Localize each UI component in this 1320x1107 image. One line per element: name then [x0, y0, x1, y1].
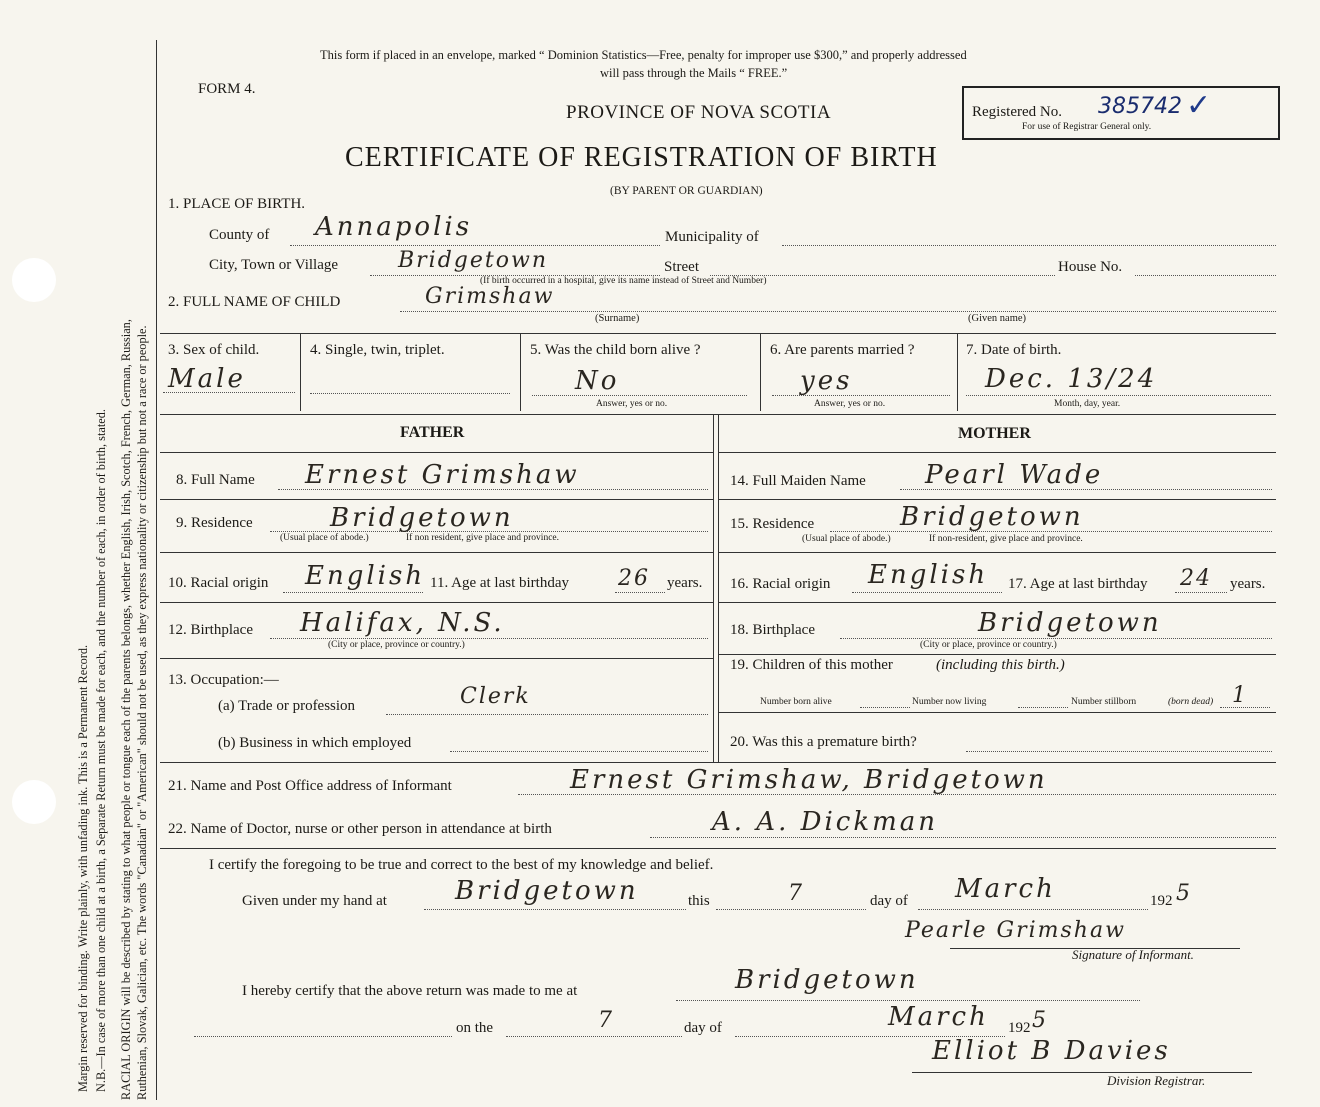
- day-line: [716, 909, 866, 910]
- child-name-label: 2. FULL NAME OF CHILD: [168, 294, 341, 310]
- punch-hole-top: [12, 258, 56, 302]
- father-birthplace-label: 12. Birthplace: [168, 622, 253, 638]
- registered-label: Registered No.: [972, 104, 1062, 120]
- born-alive-value: No: [575, 366, 620, 396]
- sex-value: Male: [168, 364, 246, 394]
- doctor-line: [650, 837, 1276, 838]
- province-title: PROVINCE OF NOVA SCOTIA: [566, 102, 832, 123]
- mother-rule-2: [718, 499, 1276, 500]
- father-birthplace-value: Halifax, N.S.: [300, 608, 505, 638]
- born-alive-label: 5. Was the child born alive ?: [530, 342, 701, 358]
- page-subtitle: (BY PARENT OR GUARDIAN): [610, 185, 763, 197]
- house-number-line: [1135, 275, 1276, 276]
- father-birthplace-line: [270, 638, 708, 639]
- side-note-racial-origin: RACIAL ORIGIN will be described by stating to what people or tongue each of the parents belongs, whether English, Irish, Scotch, French, German, Russian,: [119, 319, 133, 1100]
- sex-label: 3. Sex of child.: [168, 342, 260, 358]
- given-at-line: [424, 909, 686, 910]
- mother-rule-6: [718, 712, 1276, 713]
- facts-divider-4: [957, 333, 958, 411]
- mother-heading: MOTHER: [958, 425, 1031, 442]
- premature-label: 20. Was this a premature birth?: [730, 734, 917, 750]
- parents-married-caption: Answer, yes or no.: [814, 399, 886, 409]
- parents-married-label: 6. Are parents married ?: [770, 342, 915, 358]
- date-of-birth-value: Dec. 13/24: [985, 364, 1158, 394]
- mother-name-label: 14. Full Maiden Name: [730, 473, 866, 489]
- father-heading: FATHER: [400, 424, 465, 441]
- surname-caption: (Surname): [595, 313, 640, 324]
- father-rule-4: [160, 602, 713, 603]
- father-years-label: years.: [667, 575, 703, 591]
- trade-label: (a) Trade or profession: [218, 698, 356, 714]
- parents-bottom-rule: [160, 762, 1276, 763]
- reg-month-value: March: [888, 1002, 989, 1032]
- multiple-birth-line: [310, 393, 510, 394]
- mother-rule-3: [718, 552, 1276, 553]
- month-line: [918, 909, 1148, 910]
- father-age-value: 26: [618, 566, 650, 591]
- facts-top-rule: [160, 333, 1276, 334]
- municipality-line: [782, 245, 1276, 246]
- certify-top-rule: [160, 848, 1276, 849]
- on-the-label: on the: [456, 1020, 494, 1036]
- father-rule-3: [160, 552, 713, 553]
- multiple-birth-label: 4. Single, twin, triplet.: [310, 342, 445, 358]
- mother-racial-label: 16. Racial origin: [730, 576, 831, 592]
- margin-rule: [156, 40, 157, 1100]
- registered-note: For use of Registrar General only.: [1022, 122, 1152, 132]
- informant-label: 21. Name and Post Office address of Informant: [168, 778, 452, 794]
- side-note-binding: Margin reserved for binding. Write plainly, with unfading ink. This is a Permanent Record.: [76, 644, 90, 1092]
- born-alive-count-label: Number born alive: [760, 697, 832, 707]
- father-residence-value: Bridgetown: [330, 503, 514, 533]
- mother-age-line: [1175, 592, 1227, 593]
- certify-statement: I certify the foregoing to be true and correct to the best of my knowledge and belief.: [209, 857, 714, 873]
- doctor-value: A. A. Dickman: [712, 807, 938, 837]
- father-rule-2: [160, 499, 713, 500]
- parents-married-value: yes: [800, 366, 853, 396]
- street-label: Street: [664, 259, 699, 275]
- city-value: Bridgetown: [398, 248, 548, 273]
- given-at-value: Bridgetown: [455, 876, 639, 906]
- trade-value: Clerk: [460, 684, 531, 709]
- stillborn-count-value: 1: [1232, 683, 1248, 708]
- date-of-birth-caption: Month, day, year.: [1054, 399, 1121, 409]
- reg-year-prefix: 192: [1008, 1020, 1031, 1036]
- father-rule-1: [160, 452, 713, 453]
- mother-birthplace-line: [840, 638, 1272, 639]
- stillborn-count-note: (born dead): [1168, 697, 1214, 707]
- parents-center-rule-b: [718, 414, 719, 762]
- year-suffix: 5: [1176, 881, 1192, 906]
- mother-rule-5: [718, 654, 1276, 655]
- registrar-left-line: [194, 1036, 452, 1037]
- father-abode-note: (Usual place of abode.): [280, 533, 369, 543]
- registrar-signature: Elliot B Davies: [932, 1036, 1171, 1066]
- mother-name-value: Pearl Wade: [925, 460, 1104, 490]
- given-name-caption: (Given name): [968, 313, 1027, 324]
- this-label: this: [688, 893, 710, 909]
- children-note: (including this birth.): [936, 657, 1065, 673]
- registrar-caption: Division Registrar.: [1107, 1073, 1206, 1088]
- place-of-birth-heading: 1. PLACE OF BIRTH.: [168, 196, 306, 212]
- city-label: City, Town or Village: [209, 257, 339, 273]
- mail-note-line-1: This form if placed in an envelope, marked “ Dominion Statistics—Free, penalty for improper use $300,” and properly addressed: [320, 48, 967, 62]
- mother-residence-label: 15. Residence: [730, 516, 815, 532]
- date-of-birth-line: [966, 395, 1271, 396]
- father-residence-label: 9. Residence: [176, 515, 253, 531]
- given-at-label: Given under my hand at: [242, 893, 387, 909]
- born-alive-caption: Answer, yes or no.: [596, 399, 668, 409]
- father-name-label: 8. Full Name: [176, 472, 255, 488]
- mother-residence-value: Bridgetown: [900, 502, 1084, 532]
- registrar-place-line: [676, 1000, 1140, 1001]
- month-value: March: [955, 874, 1056, 904]
- municipality-label: Municipality of: [665, 229, 759, 245]
- mother-nonresident-note: If non-resident, give place and province.: [929, 534, 1083, 544]
- reg-year-suffix: 5: [1032, 1008, 1048, 1033]
- father-age-label: 11. Age at last birthday: [430, 575, 569, 591]
- father-racial-line: [283, 592, 423, 593]
- registered-number-box: [962, 86, 1280, 140]
- child-name-line: [400, 311, 1276, 312]
- mother-birthplace-value: Bridgetown: [978, 608, 1162, 638]
- business-line: [450, 751, 708, 752]
- date-of-birth-label: 7. Date of birth.: [966, 342, 1062, 358]
- premature-line: [966, 751, 1272, 752]
- side-note-multiple-births: N.B.—In case of more than one child at a birth, a Separate Return must be made for each, and the number of each, in order of birth, stated.: [94, 409, 108, 1092]
- punch-hole-bottom: [12, 780, 56, 824]
- father-birthplace-note: (City or place, province or country.): [328, 640, 465, 650]
- mail-note-line-2: will pass through the Mails “ FREE.”: [600, 66, 788, 80]
- father-age-line: [615, 592, 665, 593]
- business-label: (b) Business in which employed: [218, 735, 412, 751]
- registered-number: 385742: [1098, 94, 1182, 119]
- mother-birthplace-label: 18. Birthplace: [730, 622, 815, 638]
- day-of-label: day of: [870, 893, 908, 909]
- page-title: CERTIFICATE OF REGISTRATION OF BIRTH: [345, 142, 938, 173]
- mother-age-value: 24: [1180, 566, 1212, 591]
- county-value: Annapolis: [315, 212, 473, 242]
- mother-racial-value: English: [868, 560, 989, 590]
- facts-divider-2: [520, 333, 521, 411]
- parents-center-rule-a: [713, 414, 714, 762]
- county-line: [290, 245, 660, 246]
- born-alive-count-line: [860, 707, 910, 708]
- now-living-count-label: Number now living: [912, 697, 987, 707]
- mother-birthplace-note: (City or place, province or country.): [920, 640, 1057, 650]
- children-label: 19. Children of this mother: [730, 657, 893, 673]
- child-surname: Grimshaw: [425, 284, 555, 309]
- facts-divider-3: [760, 333, 761, 411]
- side-note-nationality: Ruthenian, Slovak, Galician, etc. The words "Canadian" or "American" should not be used, as they express nationality or citizenship but not a race or people.: [135, 325, 149, 1100]
- mother-years-label: years.: [1230, 576, 1266, 592]
- father-nonresident-note: If non resident, give place and province.: [406, 533, 559, 543]
- stillborn-count-label: Number stillborn: [1071, 697, 1137, 707]
- occupation-label: 13. Occupation:—: [168, 672, 279, 688]
- father-racial-value: English: [305, 561, 426, 591]
- mother-rule-1: [718, 452, 1276, 453]
- informant-value: Ernest Grimshaw, Bridgetown: [570, 765, 1048, 795]
- informant-signature: Pearle Grimshaw: [905, 918, 1126, 943]
- now-living-count-line: [1018, 707, 1068, 708]
- year-prefix: 192: [1150, 893, 1173, 909]
- county-label: County of: [209, 227, 270, 243]
- born-alive-line: [532, 395, 747, 396]
- registrar-place-value: Bridgetown: [735, 965, 919, 995]
- registrar-statement: I hereby certify that the above return was made to me at: [242, 983, 578, 999]
- mother-age-label: 17. Age at last birthday: [1008, 576, 1148, 592]
- house-number-label: House No.: [1058, 259, 1123, 275]
- father-rule-5: [160, 658, 713, 659]
- facts-divider-1: [300, 333, 301, 411]
- mother-rule-4: [718, 602, 1276, 603]
- day-value: 7: [788, 881, 804, 906]
- reg-day-of-label: day of: [684, 1020, 722, 1036]
- mother-abode-note: (Usual place of abode.): [802, 534, 891, 544]
- reg-day-value: 7: [598, 1008, 614, 1033]
- hospital-note: (If birth occurred in a hospital, give its name instead of Street and Number): [480, 276, 767, 286]
- form-number: FORM 4.: [198, 81, 256, 97]
- trade-line: [386, 714, 708, 715]
- father-racial-label: 10. Racial origin: [168, 575, 269, 591]
- informant-signature-caption: Signature of Informant.: [1072, 947, 1194, 962]
- father-name-value: Ernest Grimshaw: [305, 460, 580, 490]
- checkmark-icon: ✓: [1186, 89, 1212, 122]
- parents-married-line: [772, 395, 950, 396]
- mother-racial-line: [852, 592, 1002, 593]
- reg-day-line: [506, 1036, 682, 1037]
- doctor-label: 22. Name of Doctor, nurse or other person in attendance at birth: [168, 821, 552, 837]
